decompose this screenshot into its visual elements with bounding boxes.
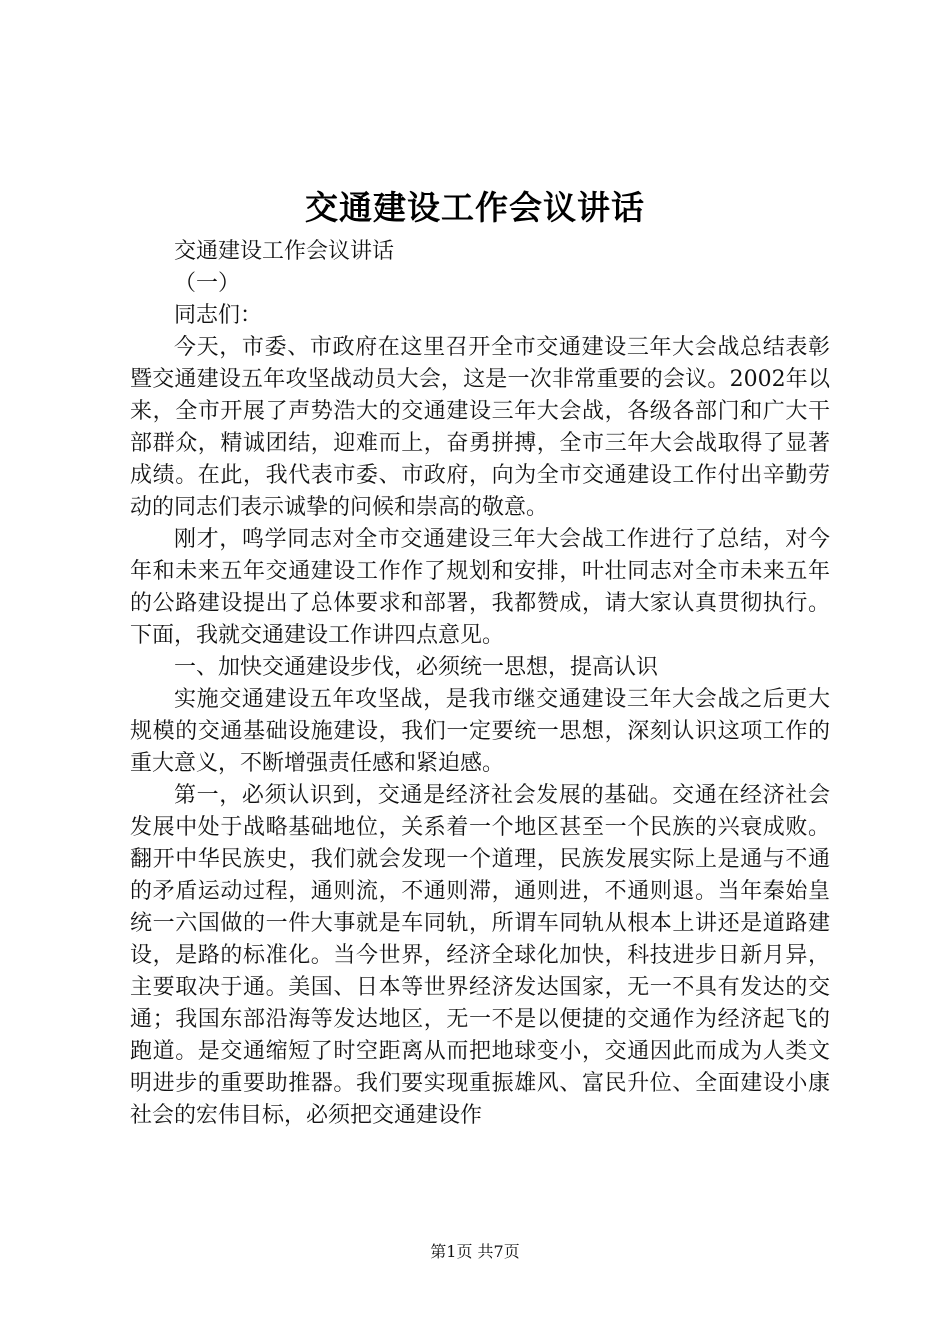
salutation: 同志们： [174, 303, 263, 328]
section-heading: 一、加快交通建设步伐，必须统一思想，提高认识 [174, 655, 659, 680]
document-title: 交通建设工作会议讲话 [305, 188, 645, 227]
subtitle-paragraph: 交通建设工作会议讲话 [174, 239, 395, 264]
section-number: （一） [174, 271, 241, 296]
document-body [130, 236, 830, 1132]
page-footer: 第1页 共7页 [430, 1242, 520, 1261]
body-paragraph: 第一，必须认识到，交通是经济社会发展的基础。交通在经济社会发展中处于战略基础地位，关系着一个地区甚至一个民族的兴衰成败。翻开中华民族史，我们就会发现一个道理，民族发展实际上是通与不通的矛盾运动过程，通则流，不通则滞，通则进，不通则退。当年秦始皇统一六国做的一件大事就是车同轨，所谓车同轨从根本上讲还是道路建设，是路的标准化。当今世界，经济全球化加快，科技进步日新月异，主要取决于通。美国、日本等世界经济发达国家，无一不具有发达的交通；我国东部沿海等发达地区，无一不是以便捷的交通作为经济起飞的跑道。是交通缩短了时空距离从而把地球变小，交通因此而成为人类文明进步的重要助推器。我们要实现重振雄风、富民升位、全面建设小康社会的宏伟目标，必须把交通建设作 [130, 783, 830, 1128]
body-paragraph: 今天，市委、市政府在这里召开全市交通建设三年大会战总结表彰暨交通建设五年攻坚战动员大会，这是一次非常重要的会议。2002年以来，全市开展了声势浩大的交通建设三年大会战，各级各部门和广大干部群众，精诚团结，迎难而上，奋勇拼搏，全市三年大会战取得了显著成绩。在此，我代表市委、市政府，向为全市交通建设工作付出辛勤劳动的同志们表示诚挚的问候和崇高的敬意。 [130, 335, 830, 520]
body-paragraph: 刚才，鸣学同志对全市交通建设三年大会战工作进行了总结，对今年和未来五年交通建设工作作了规划和安排，叶壮同志对全市未来五年的公路建设提出了总体要求和部署，我都赞成，请大家认真贯彻执行。下面，我就交通建设工作讲四点意见。 [130, 527, 830, 648]
body-paragraph: 实施交通建设五年攻坚战，是我市继交通建设三年大会战之后更大规模的交通基础设施建设，我们一定要统一思想，深刻认识这项工作的重大意义，不断增强责任感和紧迫感。 [130, 687, 830, 776]
